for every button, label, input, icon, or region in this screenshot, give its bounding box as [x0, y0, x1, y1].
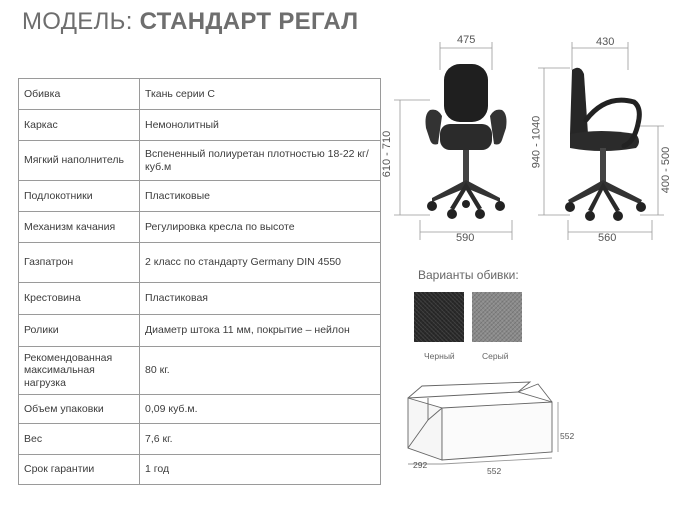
- dimension-front-width-bottom: 590: [456, 232, 475, 244]
- table-row: [19, 212, 381, 243]
- spec-key: Ролики: [19, 315, 140, 347]
- spec-key: Объем упаковки: [19, 395, 140, 424]
- table-row: [19, 181, 381, 212]
- spec-value: 0,09 куб.м.: [140, 395, 381, 424]
- chair-front-illustration: [426, 64, 507, 219]
- package-box-illustration: [398, 378, 568, 468]
- table-row: [19, 243, 381, 283]
- spec-value: 2 класс по стандарту Germany DIN 4550: [140, 243, 381, 283]
- spec-key: Мягкий наполнитель: [19, 141, 140, 181]
- table-row: [19, 347, 381, 395]
- dimension-front-width-top: 475: [457, 34, 476, 46]
- table-row: [19, 315, 381, 347]
- chair-side-illustration: [565, 68, 646, 221]
- spec-value: Пластиковая: [140, 283, 381, 315]
- table-row: [19, 395, 381, 424]
- package-width: 552: [487, 466, 502, 476]
- dimension-side-width-bottom: 560: [598, 232, 617, 244]
- table-row: [19, 79, 381, 110]
- spec-key: Каркас: [19, 110, 140, 141]
- spec-value: Вспененный полиуретан плотностью 18-22 кг/куб.м: [140, 141, 381, 181]
- spec-value: Немонолитный: [140, 110, 381, 141]
- swatch-black-label: Черный: [424, 351, 455, 361]
- upholstery-title: Варианты обивки:: [418, 268, 519, 282]
- dimension-side-seat-height: 400 - 500: [660, 146, 673, 194]
- swatch-gray-label: Серый: [482, 351, 509, 361]
- table-row: [19, 283, 381, 315]
- package-depth: 292: [413, 460, 428, 470]
- model-name: СТАНДАРТ РЕГАЛ: [139, 8, 359, 35]
- package-height: 552: [560, 431, 575, 441]
- table-row: [19, 424, 381, 455]
- dimension-side-height: 940 - 1040: [530, 115, 543, 169]
- table-row: [19, 141, 381, 181]
- dimension-side-width-top: 430: [596, 36, 615, 48]
- spec-key: Подлокотники: [19, 181, 140, 212]
- swatch-gray: [472, 292, 522, 342]
- page-title: [22, 8, 358, 36]
- dimension-front-height: 610 - 710: [381, 130, 394, 178]
- spec-value: Ткань серии С: [140, 79, 381, 110]
- spec-value: 1 год: [140, 455, 381, 485]
- spec-key: Крестовина: [19, 283, 140, 315]
- spec-key: Обивка: [19, 79, 140, 110]
- spec-key: Срок гарантии: [19, 455, 140, 485]
- table-row: [19, 110, 381, 141]
- spec-value: Пластиковые: [140, 181, 381, 212]
- swatch-black: [414, 292, 464, 342]
- spec-key: Рекомендованная максимальная нагрузка: [19, 347, 140, 395]
- spec-value: 7,6 кг.: [140, 424, 381, 455]
- spec-key: Механизм качания: [19, 212, 140, 243]
- spec-value: Диаметр штока 11 мм, покрытие – нейлон: [140, 315, 381, 347]
- specs-table: [18, 78, 381, 485]
- spec-value: 80 кг.: [140, 347, 381, 395]
- table-row: [19, 455, 381, 485]
- spec-key: Вес: [19, 424, 140, 455]
- title-prefix: МОДЕЛЬ:: [22, 8, 140, 35]
- spec-key: Газпатрон: [19, 243, 140, 283]
- spec-value: Регулировка кресла по высоте: [140, 212, 381, 243]
